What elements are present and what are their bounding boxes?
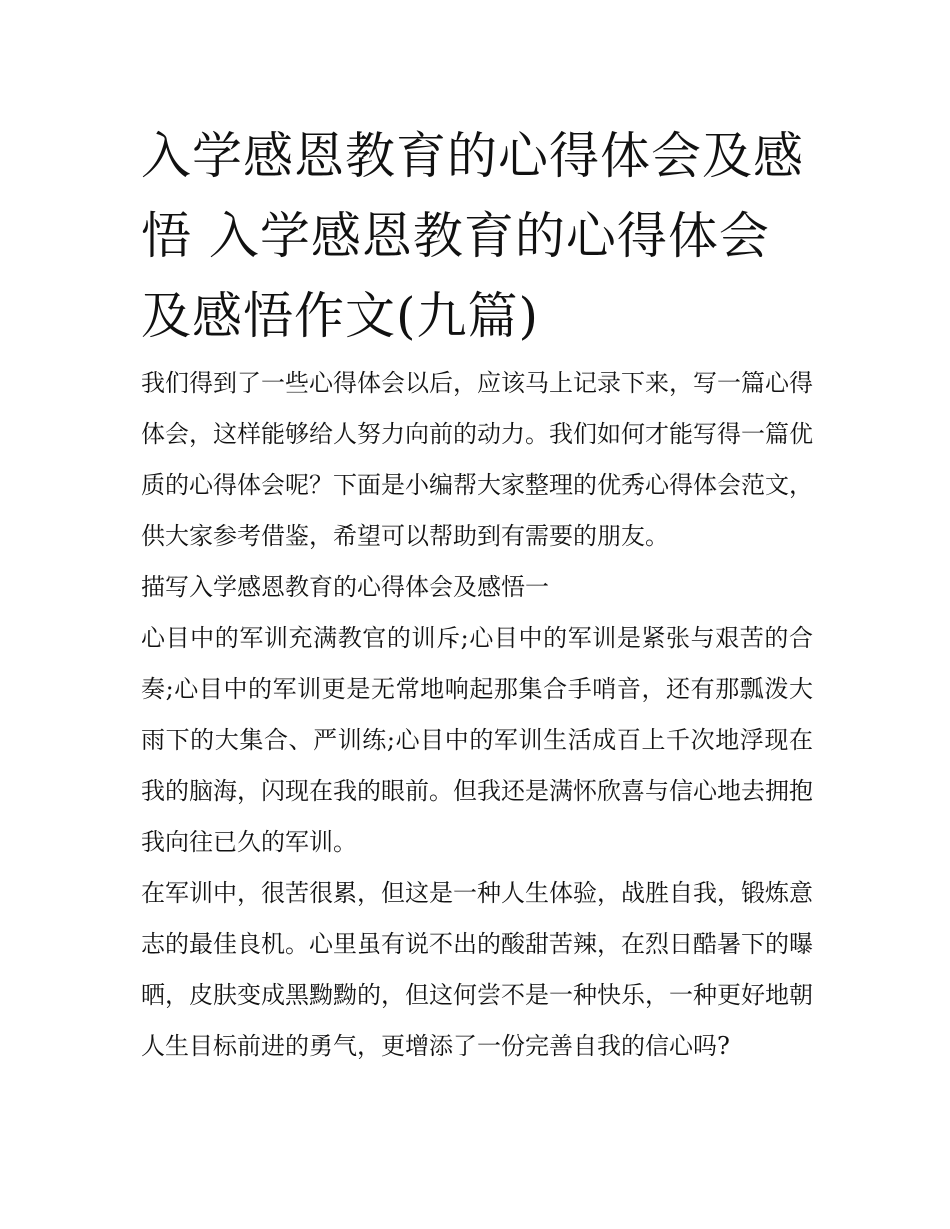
section-heading: 描写入学感恩教育的心得体会及感悟一: [141, 573, 549, 601]
intro-paragraph: 我们得到了一些心得体会以后，应该马上记录下来，写一篇心得体会，这样能够给人努力向前的动力。我们如何才能写得一篇优质的心得体会呢？下面是小编帮大家整理的优秀心得体会范文，供大家参考借鉴，希望可以帮助到有需要的朋友。: [141, 369, 813, 550]
body-paragraph: 心目中的军训充满教官的训斥;心目中的军训是紧张与艰苦的合奏;心目中的军训更是无常地响起那集合手哨音，还有那瓢泼大雨下的大集合、严训练;心目中的军训生活成百上千次地浮现在我的脑海，闪现在我的眼前。但我还是满怀欣喜与信心地去拥抱我向往已久的军训。: [141, 624, 813, 856]
document-title: 入学感恩教育的心得体会及感悟 入学感恩教育的心得体会及感悟作文(九篇): [141, 127, 804, 345]
document-body: [141, 116, 813, 1072]
body-paragraph: 在军训中，很苦很累，但这是一种人生体验，战胜自我，锻炼意志的最佳良机。心里虽有说不出的酸甜苦辣，在烈日酷暑下的曝晒，皮肤变成黑黝黝的，但这何尝不是一种快乐，一种更好地朝人生目标前进的勇气，更增添了一份完善自我的信心吗?: [141, 879, 813, 1060]
